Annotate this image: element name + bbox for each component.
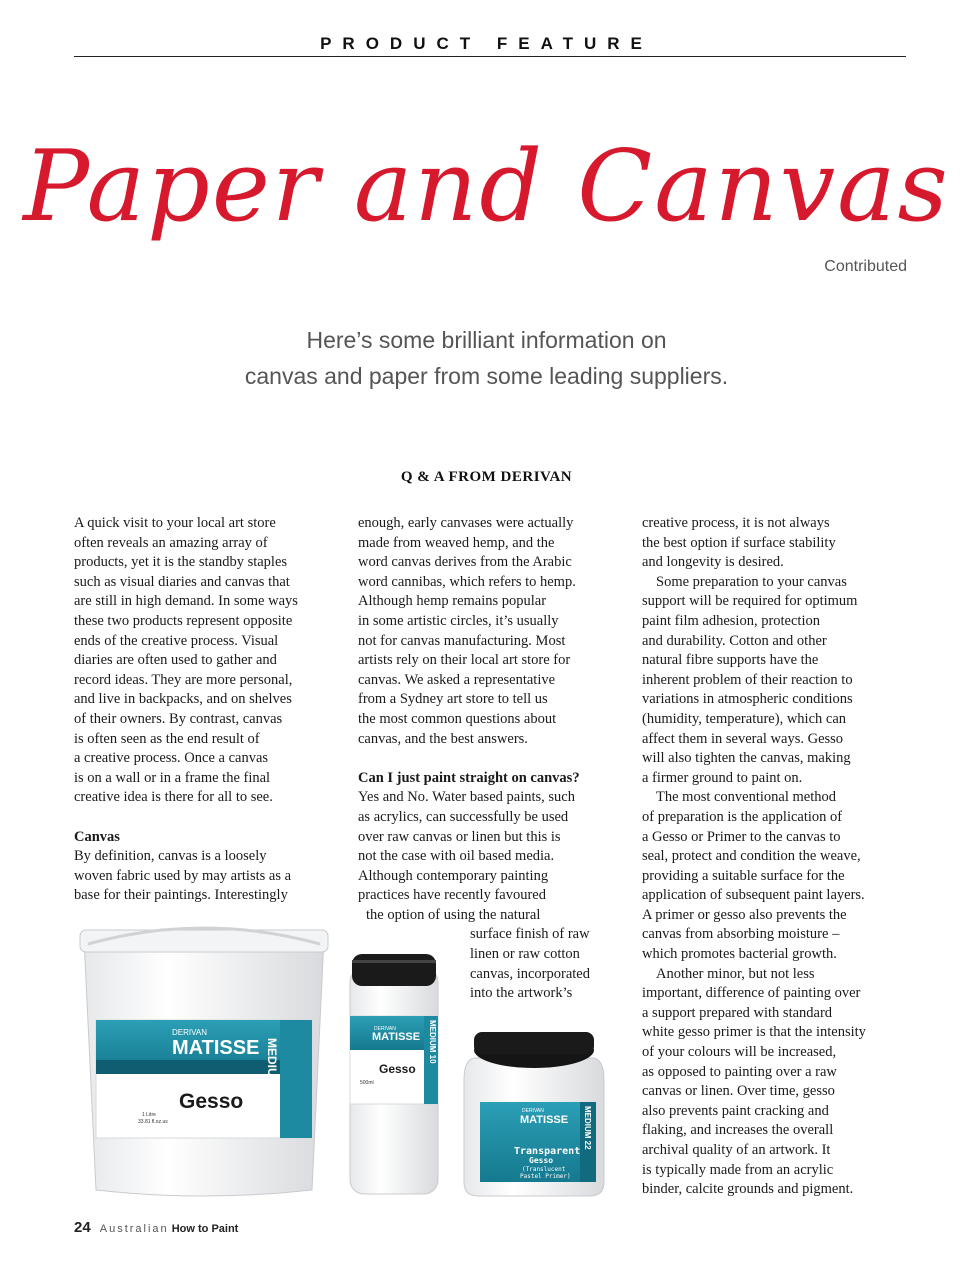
text-line: in some artistic circles, it’s usually (358, 612, 559, 629)
text-line: made from weaved hemp, and the (358, 534, 555, 551)
text-line: also prevents paint cracking and (642, 1102, 829, 1119)
text-line: canvas or linen. Over time, gesso (642, 1083, 835, 1100)
text-line: surface finish of raw (470, 926, 590, 943)
text-line: these two products represent opposite (74, 612, 293, 629)
short-jar-product-name-2: Gesso (529, 1156, 554, 1165)
text-line: base for their paintings. Interestingly (74, 887, 288, 904)
text-line: a Gesso or Primer to the canvas to (642, 828, 841, 845)
brand-small: DERIVAN (522, 1108, 544, 1114)
text-line: seal, protect and condition the weave, (642, 848, 861, 865)
text-line: will also tighten the canvas, making (642, 750, 851, 767)
text-line: the option of using the natural (366, 906, 541, 923)
text-line: is typically made from an acrylic (642, 1161, 834, 1178)
text-line: are still in high demand. In some ways (74, 593, 298, 610)
byline: Contributed (824, 258, 907, 275)
text-line: enough, early canvases were actually (358, 515, 574, 531)
text-line: from a Sydney art store to tell us (358, 691, 548, 708)
text-line: artists rely on their local art store for (358, 652, 571, 669)
gesso-bucket (80, 928, 328, 1196)
text-line: canvas from absorbing moisture – (642, 926, 840, 943)
page-footer (74, 1219, 238, 1236)
tall-jar-volume: 500ml (360, 1080, 374, 1086)
intro-text (0, 322, 973, 394)
text-line: woven fabric used by may artists as a (74, 867, 292, 884)
text-line: word cannibas, which refers to hemp. (358, 573, 576, 590)
text-line: paint film adhesion, protection (642, 612, 820, 629)
brand-small: DERIVAN (374, 1026, 396, 1032)
intro-line: canvas and paper from some leading suppliers. (244, 363, 729, 389)
text-line: canvas, incorporated (470, 965, 590, 982)
text-line: and live in backpacks, and on shelves (74, 691, 292, 708)
short-jar-product-name: Transparent (514, 1146, 581, 1157)
text-line: providing a suitable surface for the (642, 867, 845, 884)
text-line: word canvas derives from the Arabic (358, 554, 572, 571)
text-line: which promotes bacterial growth. (642, 946, 837, 963)
text-line: archival quality of an artwork. It (642, 1142, 831, 1158)
text-line: practices have recently favoured (358, 887, 546, 904)
text-line: Some preparation to your canvas (656, 573, 847, 590)
text-line: as opposed to painting over a raw (642, 1063, 837, 1080)
text-line: not for canvas manufacturing. Most (358, 632, 566, 649)
text-line: the best option if surface stability (642, 534, 836, 551)
text-line: Another minor, but not less (656, 965, 815, 982)
bucket-medium: MEDIUM 10 (265, 1038, 279, 1104)
text-line: of their owners. By contrast, canvas (74, 710, 283, 727)
text-line: linen or raw cotton (470, 946, 580, 963)
bucket-product-name: Gesso (179, 1090, 244, 1113)
text-line: a firmer ground to paint on. (642, 769, 803, 786)
text-line: The most conventional method (656, 789, 837, 806)
gesso-tall-jar (350, 954, 438, 1194)
text-line: a creative process. Once a canvas (74, 750, 269, 767)
header-rule (74, 56, 906, 57)
text-line: into the artwork’s (470, 985, 573, 1002)
question-heading: Can I just paint straight on canvas? (358, 769, 580, 786)
magazine-prefix: Australian (99, 1223, 169, 1235)
transparent-gesso-jar (464, 1032, 604, 1196)
brand-small: DERIVAN (172, 1028, 207, 1037)
page-number: 24 (74, 1219, 91, 1236)
text-line: natural fibre supports have the (642, 652, 819, 669)
text-line: A primer or gesso also prevents the (642, 906, 847, 923)
text-line: and longevity is desired. (642, 554, 784, 571)
text-line: creative idea is there for all to see. (74, 789, 273, 806)
text-line: canvas. We asked a representative (358, 671, 556, 688)
text-line: such as visual diaries and canvas that (74, 573, 290, 590)
text-line: creative process, it is not always (642, 515, 830, 531)
text-line: over raw canvas or linen but this is (358, 828, 561, 845)
text-line: (humidity, temperature), which can (642, 710, 846, 727)
bucket-volume-alt: 33.81 fl.oz.us (138, 1119, 168, 1125)
short-jar-subtitle-2: Pastel Primer) (520, 1173, 571, 1180)
text-line: By definition, canvas is a loosely (74, 848, 267, 865)
subheading-canvas: Canvas (74, 828, 120, 845)
text-line: binder, calcite grounds and pigment. (642, 1181, 854, 1198)
article-title: Paper and Canvas (23, 130, 950, 244)
text-line: affect them in several ways. Gesso (642, 730, 844, 747)
brand-logo: MATISSE (520, 1114, 569, 1126)
text-line: the most common questions about (358, 710, 557, 727)
short-jar-subtitle: (Translucent (522, 1166, 566, 1173)
text-line (358, 749, 628, 769)
text-line: support will be required for optimum (642, 593, 858, 610)
gesso-products-photo (74, 920, 640, 1202)
magazine-name: How to Paint (171, 1223, 239, 1235)
text-line: is often seen as the end result of (74, 730, 260, 747)
text-column-1 (74, 514, 344, 906)
short-jar-medium: MEDIUM 22 (583, 1106, 592, 1150)
tall-jar-product-name: Gesso (379, 1062, 416, 1076)
text-column-3 (642, 514, 912, 1200)
text-line: as acrylics, can successfully be used (358, 808, 569, 825)
text-line: diaries are often used to gather and (74, 652, 277, 669)
text-line: ends of the creative process. Visual (74, 632, 279, 649)
text-line: Although contemporary painting (358, 867, 549, 884)
text-line: record ideas. They are more personal, (74, 671, 293, 688)
intro-line: Here’s some brilliant information on (306, 327, 667, 353)
text-line: application of subsequent paint layers. (642, 887, 865, 904)
text-line: A quick visit to your local art store (74, 515, 276, 531)
text-line: of preparation is the application of (642, 808, 843, 825)
qa-heading: Q & A FROM DERIVAN (400, 469, 573, 485)
text-line: and durability. Cotton and other (642, 632, 827, 649)
section-label: PRODUCT FEATURE (320, 34, 653, 53)
text-line: flaking, and increases the overall (642, 1122, 834, 1139)
text-line: a support prepared with standard (642, 1004, 833, 1021)
text-line: Yes and No. Water based paints, such (358, 789, 575, 806)
text-line: variations in atmospheric conditions (642, 691, 853, 708)
text-line: products, yet it is the standby staples (74, 554, 288, 571)
text-line: inherent problem of their reaction to (642, 671, 853, 688)
text-line: white gesso primer is that the intensity (642, 1024, 866, 1041)
text-line: important, difference of painting over (642, 985, 861, 1002)
brand-logo: MATISSE (172, 1037, 260, 1059)
text-line: of your colours will be increased, (642, 1044, 837, 1061)
text-line: canvas, and the best answers. (358, 730, 528, 747)
text-line: not the case with oil based media. (358, 848, 555, 865)
text-line: is on a wall or in a frame the final (74, 769, 271, 786)
text-line: Although hemp remains popular (358, 593, 547, 610)
tall-jar-medium: MEDIUM 10 (428, 1020, 437, 1064)
brand-logo: MATISSE (372, 1031, 421, 1043)
text-line (74, 808, 344, 828)
bucket-volume: 1 Litre (142, 1112, 156, 1118)
text-line: often reveals an amazing array of (74, 534, 268, 551)
